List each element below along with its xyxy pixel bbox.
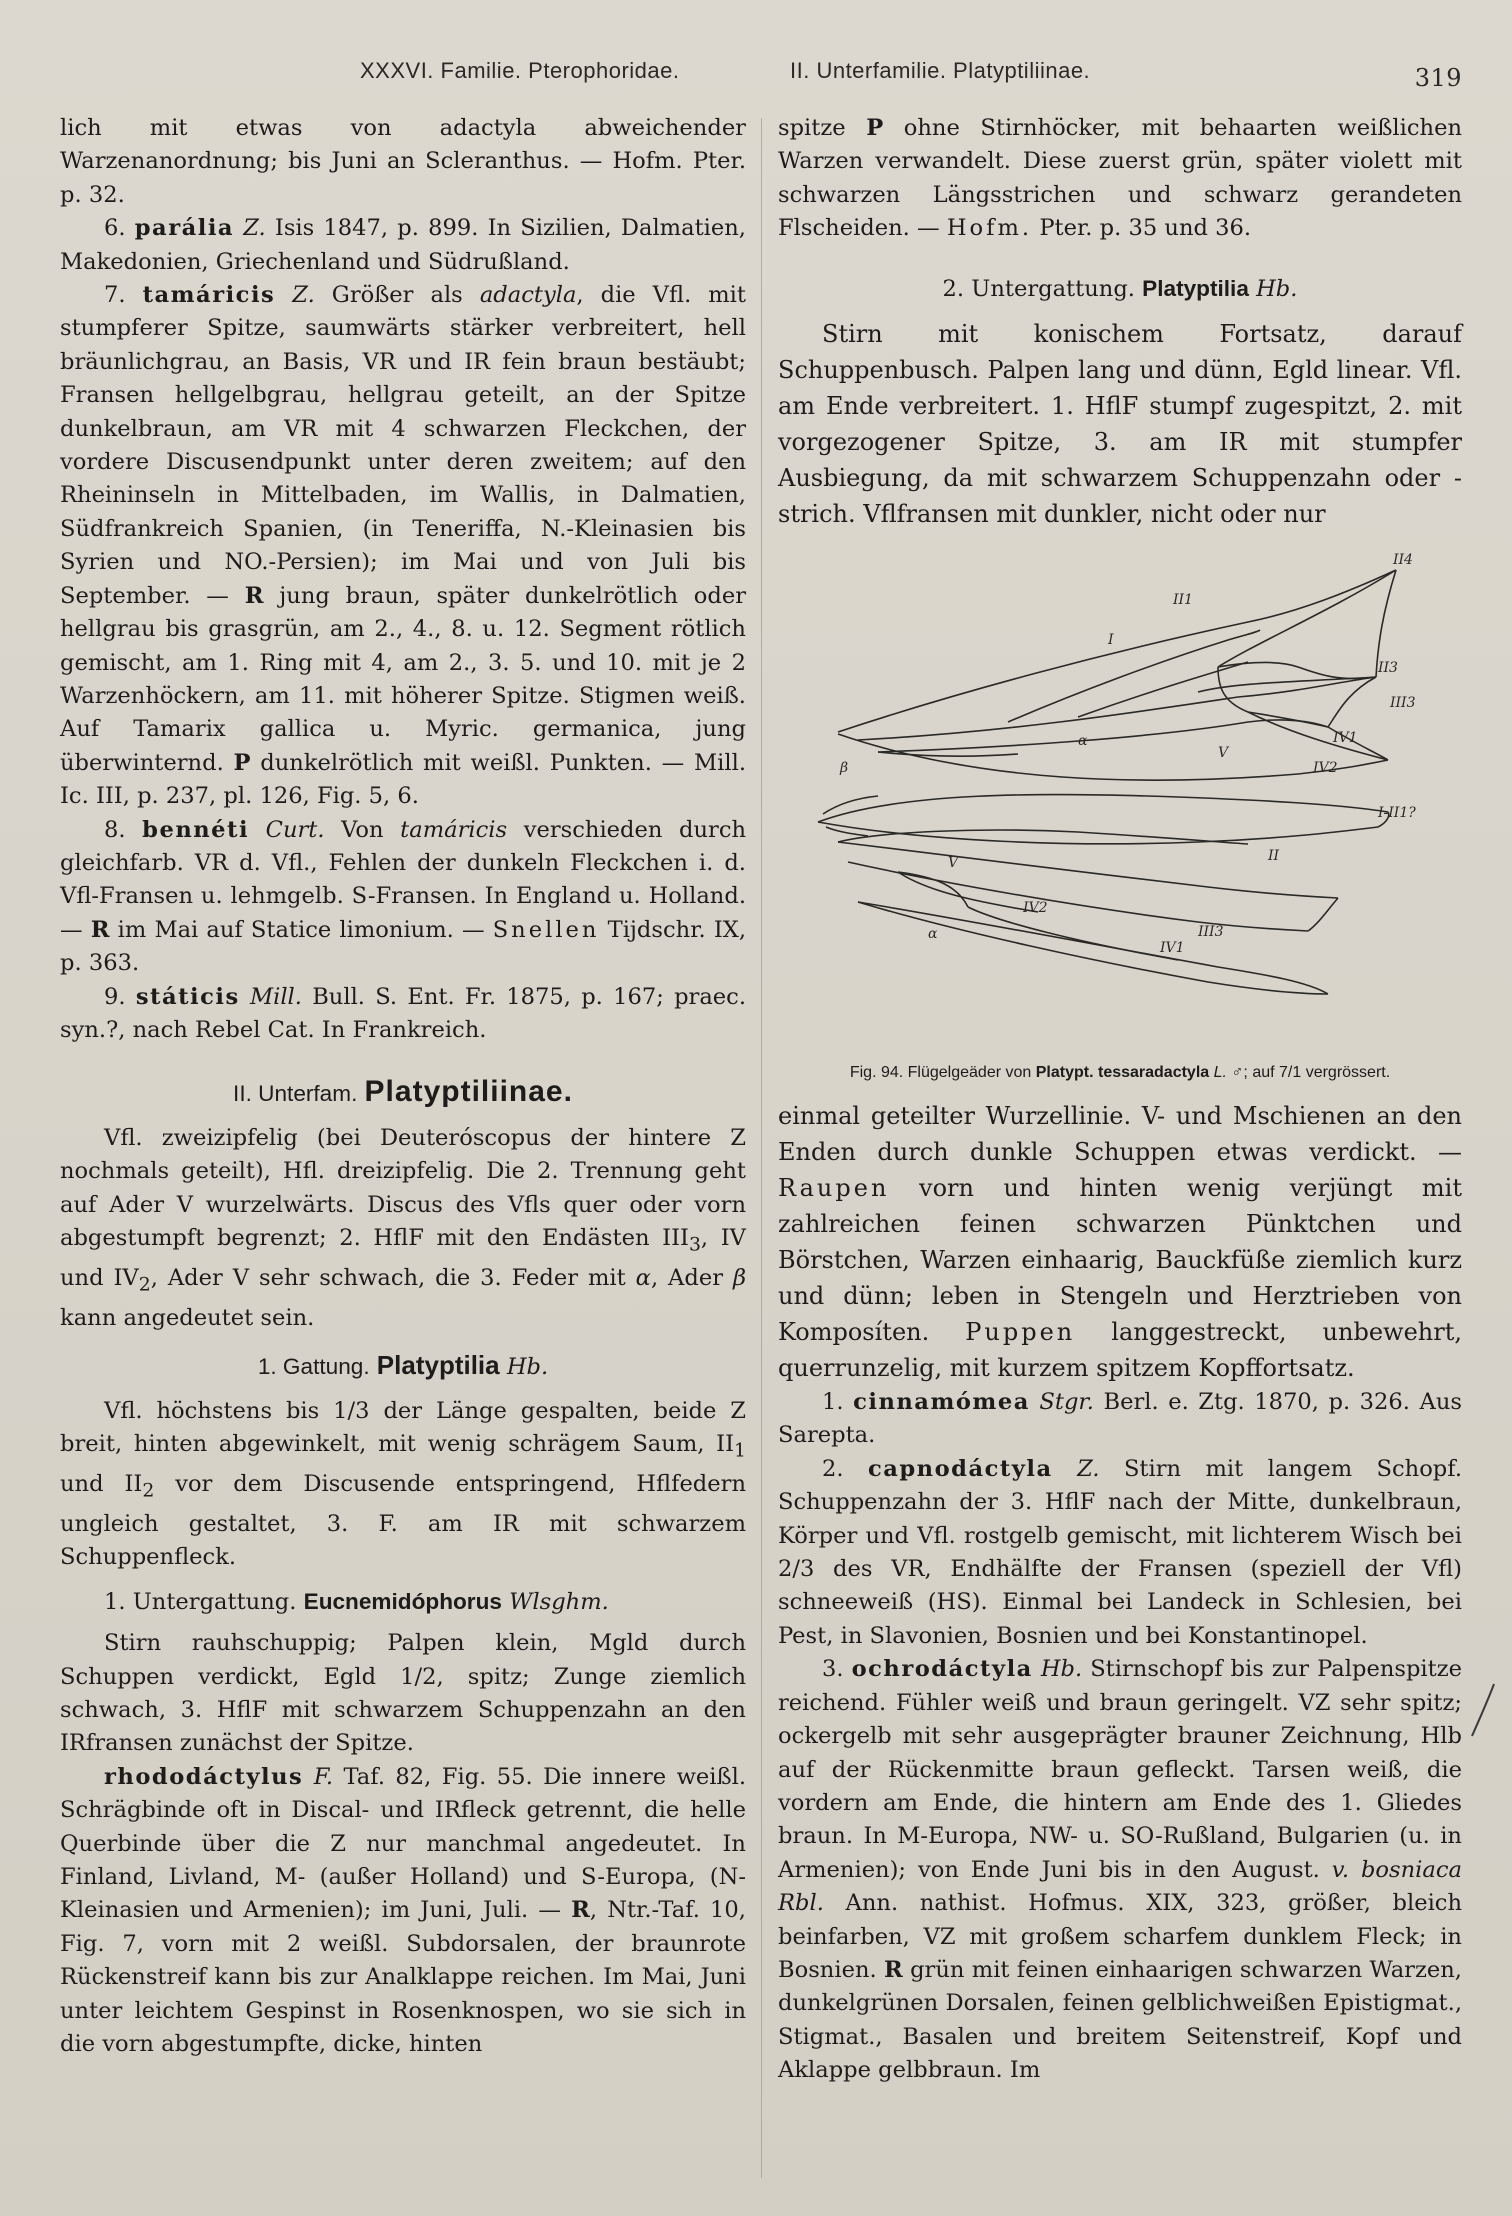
species-name: capnodáctyla: [867, 1455, 1053, 1482]
species-entry-ochrodactyla: 3. ochrodáctyla Hb. Stirnschopf bis zur Palpenspitze reichend. Fühler weiß und braun geringelt. VZ sehr spitz; ockergelb mit sehr ausgeprägter brauner Zeichnung, Hlb auf der Rückenmitte braun gefleckt. Tarsen weiß, die vordern am Ende, die hintern am Ende des 1. Gliedes braun. In M-Europa, NW- u. SO-Rußland, Bulgarien (u. in Armenien); von Ende Juni bis in den August. v. bosniaca Rbl. Ann. nathist. Hofmus. XIX, 323, größer, bleich beinfarben, VZ mit großem scharfem dunklem Fleck; in Bosnien. R grün mit feinen einhaarigen schwarzen Warzen, dunkelgrünen Dorsalen, feinen gelblichweißen Epistigmat., Stigmat., Basalen und breitem Seitenstreif, Kopf und Aklappe gelbbraun. Im: [778, 1656, 1463, 2084]
subgenus-description: Stirn rauhschuppig; Palpen klein, Mgld durch Schuppen verdickt, Egld 1/2, spitz; Zunge ziemlich schwach, 3. HflF mit schwarzem Schuppenzahn an den IRfransen zunächst der Spitze.: [60, 1630, 746, 1757]
wing-venation-drawing: [778, 542, 1462, 1062]
figure-caption: Fig. 94. Flügelgeäder von Platypt. tessaradactyla L. ♂; auf 7/1 vergrössert.: [849, 1064, 1391, 1082]
header-family: XXXVI. Familie. Pterophoridae.: [360, 58, 680, 83]
subgenus-heading: 1. Untergattung. Eucnemidóphorus Wlsghm.: [104, 1588, 609, 1615]
vein-label: IV1: [1160, 940, 1185, 957]
subgenus-description: Stirn mit konischem Fortsatz, darauf Schuppenbusch. Palpen lang und dünn, Egld linear. Vfl. am Ende verbreitert. 1. HflF stumpf zugespitzt, 2. mit vorgezogener Spitze, 3. am IR mit stumpfer Ausbiegung, da mit schwarzem Schuppenzahn oder -strich. Vflfransen mit dunkler, nicht oder nur: [778, 320, 1462, 529]
species-name: rhododáctylus: [104, 1763, 304, 1790]
vein-label: α: [928, 926, 938, 943]
species-name: bennéti: [142, 816, 250, 843]
vein-label: III3: [1198, 924, 1224, 941]
vein-label: I-II1?: [1378, 805, 1416, 822]
vein-label: II1: [1173, 592, 1193, 609]
species-name: cinnamómea: [853, 1389, 1030, 1416]
species-name: parália: [134, 215, 235, 242]
subfamily-heading: II. Unterfam. Platyptiliinae.: [233, 1075, 573, 1109]
pencil-mark: [1468, 1680, 1498, 1740]
page-number: 319: [1414, 64, 1462, 92]
paragraph-continuation: lich mit etwas von adactyla abweichender Warzenanordnung; bis Juni an Scleranthus. — Hofm. Pter. p. 32.: [60, 115, 746, 208]
subfamily-description: Vfl. zweizipfelig (bei Deuteróscopus der hintere Z nochmals geteilt), Hfl. dreizipfelig. Die 2. Trennung geht auf Ader V wurzelwärts. Discus des Vfls quer oder vorn abgestumpft begrenzt; 2. HflF mit den Endästen $III_3$, IV und $IV_2$, Ader V sehr schwach, die 3. Feder mit α, Ader β kann angedeutet sein.: [60, 1124, 746, 1331]
wing-venation-figure: [778, 542, 1462, 1062]
vein-label: α: [1078, 733, 1088, 750]
right-column: [778, 112, 1462, 2088]
species-entry-benneti: 8. bennéti Curt. Von tamáricis verschieden durch gleichfarb. VR d. Vfl., Fehlen der dunkeln Fleckchen i. d. Vfl-Fransen u. lehmgelb. S-Fransen. In England u. Holland. — R im Mai auf Statice limonium. — Snellen Tijdschr. IX, p. 363.: [60, 816, 747, 977]
vein-label: IV2: [1023, 900, 1048, 917]
genus-heading: 1. Gattung. Platyptilia Hb.: [257, 1350, 549, 1381]
species-entry-capnodactyla: 2. capnodáctyla Z. Stirn mit langem Schopf. Schuppenzahn der 3. HflF nach der Mitte, dunkelbraun, Körper und Vfl. rostgelb gemischt, mit lichterem Wisch bei 2/3 des VR, Endhälfte der Fransen (speziell der Vfl) schneeweiß (HS). Einmal bei Landeck in Schlesien, bei Pest, in Slavonien, Bosnien und bei Konstantinopel.: [778, 1455, 1463, 1649]
species-entry-cinnamomea: 1. cinnamómea Stgr. Berl. e. Ztg. 1870, p. 326. Aus Sarepta.: [778, 1389, 1462, 1449]
species-name: státicis: [135, 983, 240, 1010]
paragraph-continuation: einmal geteilter Wurzellinie. V- und Mschienen an den Enden durch dunkle Schuppen etwas verdickt. — Raupen vorn und hinten wenig verjüngt mit zahlreichen feinen schwarzen Pünktchen und Börstchen, Warzen einhaarig, Bauckfüße ziemlich kurz und dünn; leben in Stengeln und Herztrieben von Komposíten. Puppen langgestreckt, unbewehrt, querrunzelig, mit kurzem spitzem Kopffortsatz.: [778, 1102, 1462, 1383]
paragraph-continuation: spitze P ohne Stirnhöcker, mit behaarten weißlichen Warzen verwandelt. Diese zuerst grün, später violett mit schwarzen Längsstrichen und schwarz gerandeten Flscheiden. — Hofm. Pter. p. 35 und 36.: [778, 115, 1463, 242]
species-entry-rhododactylus: rhododáctylus F. Taf. 82, Fig. 55. Die innere weißl. Schrägbinde oft in Discal- und IRfleck getrennt, die helle Querbinde über die Z nur manchmal angedeutet. In Finland, Livland, M- (außer Holland) und S-Europa, (N-Kleinasien und Armenien); im Juni, Juli. — R, Ntr.-Taf. 10, Fig. 7, vorn mit 2 weißl. Subdorsalen, der braunrote Rückenstreif kann bis zur Analklappe reichen. Im Mai, Juni unter leichtem Gespinst in Rosenknospen, wo sie sich in die vorn abgestumpfte, dicke, hinten: [60, 1763, 747, 2057]
vein-label: β: [840, 760, 849, 777]
species-entry-paralia: 6. parália Z. Isis 1847, p. 899. In Sizilien, Dalmatien, Makedonien, Griechenland und Südrußland.: [60, 215, 746, 275]
species-name: ochrodáctyla: [851, 1656, 1033, 1683]
vein-label: V: [1218, 745, 1229, 762]
vein-label: IV1: [1333, 730, 1358, 747]
left-column: [60, 112, 746, 2061]
vein-label: V: [948, 855, 959, 872]
running-header: [0, 58, 1512, 98]
genus-description: Vfl. höchstens bis 1/3 der Länge gespalten, beide Z breit, hinten abgewinkelt, mit wenig schrägem Saum, $II_1$ und $II_2$ vor dem Discusende entspringend, Hflfedern ungleich gestaltet, 3. F. am IR mit schwarzem Schuppenfleck.: [60, 1397, 746, 1571]
vein-label: III3: [1390, 695, 1416, 712]
column-divider: [761, 118, 762, 2178]
header-subfamily: II. Unterfamilie. Platyptiliinae.: [790, 58, 1091, 83]
species-entry-tamaricis: 7. tamáricis Z. Größer als adactyla, die Vfl. mit stumpferer Spitze, saumwärts stärker verbreitert, hell bräunlichgrau, an Basis, VR und IR fein braun bestäubt; Fransen hellgelbgrau, hellgrau geteilt, an der Spitze dunkelbraun, am VR mit 4 schwarzen Fleckchen, der vordere Discusendpunkt unter deren zweitem; auf den Rheininseln in Mittelbaden, im Wallis, in Dalmatien, Südfrankreich Spanien, (in Teneriffa, N.-Kleinasien bis Syrien und NO.-Persien); im Mai und von Juli bis September. — R jung braun, später dunkelrötlich oder hellgrau bis grasgrün, am 2., 4., 8. u. 12. Segment rötlich gemischt, am 1. Ring mit 4, am 2., 3. 5. und 10. mit je 2 Warzenhöckern, am 11. mit höherer Spitze. Stigmen weiß. Auf Tamarix gallica u. Myric. germanica, jung überwinternd. P dunkelrötlich mit weißl. Punkten. — Mill. Ic. III, p. 237, pl. 126, Fig. 5, 6.: [60, 282, 747, 810]
vein-label: II4: [1393, 552, 1413, 569]
species-entry-staticis: 9. státicis Mill. Bull. S. Ent. Fr. 1875, p. 167; praec. syn.?, nach Rebel Cat. In Frankreich.: [60, 983, 747, 1043]
species-name: tamáricis: [142, 282, 276, 309]
vein-label: II3: [1378, 660, 1398, 677]
subgenus-heading: 2. Untergattung. Platyptilia Hb.: [942, 275, 1298, 302]
vein-label: IV2: [1313, 760, 1338, 777]
vein-label: I: [1108, 632, 1114, 649]
vein-label: II: [1268, 848, 1280, 865]
